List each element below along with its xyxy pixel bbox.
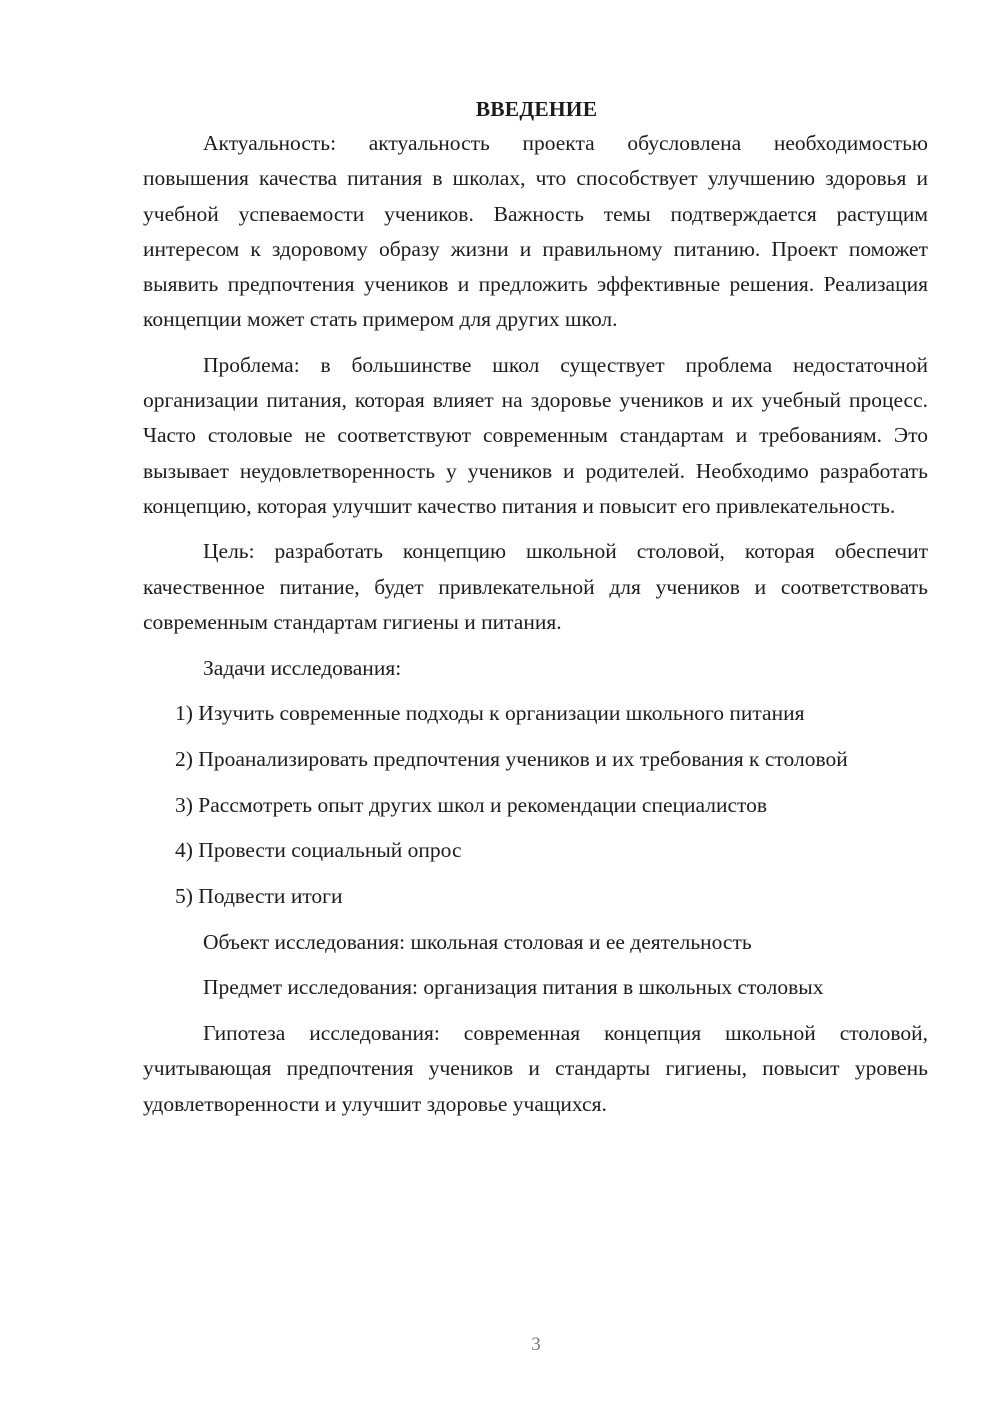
paragraph-problem: Проблема: в большинстве школ существует проблема недостаточной организации питания, которая влияет на здоровье учеников и их учебный процесс. Часто столовые не соответствуют современным стандартам и требованиям. Это вызывает неудовлетворенность у учеников и родителей. Необходимо разработать концепцию, которая улучшит качество питания и повысит его привлекательность.: [143, 352, 928, 518]
text-column: [143, 92, 928, 1132]
paragraph-tasks-title: Задачи исследования:: [203, 655, 402, 680]
section-heading: ВВЕДЕНИЕ: [475, 97, 598, 121]
task-text: Изучить современные подходы к организации школьного питания: [198, 701, 805, 726]
task-item: [143, 696, 928, 731]
task-text: Проанализировать предпочтения учеников и их требования к столовой: [198, 746, 848, 771]
paragraph-object: Объект исследования: школьная столовая и ее деятельность: [203, 929, 752, 954]
paragraph-goal: Цель: разработать концепцию школьной столовой, которая обеспечит качественное питание, будет привлекательной для учеников и соответствовать современным стандартам гигиены и питания.: [143, 539, 928, 634]
paragraph-hypothesis: Гипотеза исследования: современная концепция школьной столовой, учитывающая предпочтения учеников и стандарты гигиены, повысит уровень удовлетворенности и улучшит здоровье учащихся.: [143, 1021, 928, 1116]
task-number: 3): [175, 792, 193, 817]
page-number: 3: [531, 1334, 541, 1355]
task-number: 4): [175, 838, 193, 863]
task-item: [143, 742, 928, 777]
paragraph-relevance: Актуальность: актуальность проекта обусловлена необходимостью повышения качества питания в школах, что способствует улучшению здоровья и учебной успеваемости учеников. Важность темы подтверждается растущим интересом к здоровому образу жизни и правильному питанию. Проект поможет выявить предпочтения учеников и предложить эффективные решения. Реализация концепции может стать примером для других школ.: [143, 131, 928, 332]
task-text: Рассмотреть опыт других школ и рекомендации специалистов: [198, 792, 768, 817]
task-text: Провести социальный опрос: [198, 838, 462, 863]
paragraph-subject: Предмет исследования: организация питания в школьных столовых: [203, 975, 824, 1000]
task-number: 1): [175, 701, 193, 726]
task-number: 5): [175, 884, 193, 909]
task-text: Подвести итоги: [198, 884, 343, 909]
task-item: [143, 879, 928, 914]
task-item: [143, 833, 928, 868]
task-item: [143, 788, 928, 823]
task-number: 2): [175, 746, 193, 771]
